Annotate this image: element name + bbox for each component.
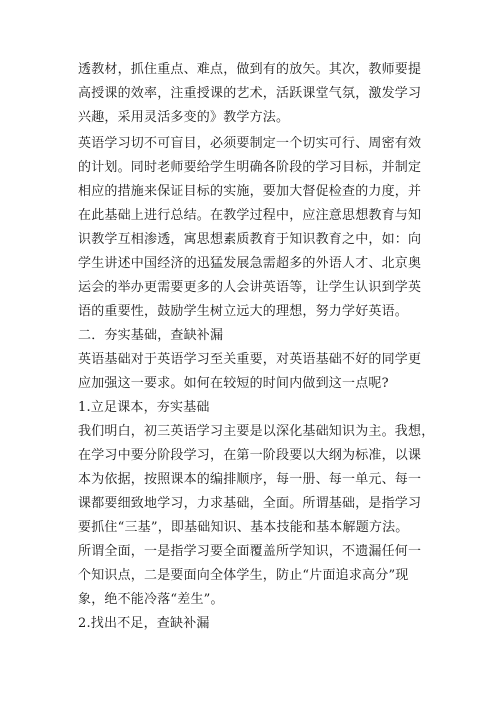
text-line: 象，绝不能冷落“差生”。 — [78, 592, 224, 607]
text-line: 本为依据，按照课本的编排顺序，每一册、每一单元、每一 — [78, 472, 422, 487]
text-line: 英语学习切不可盲目，必须要制定一个切实可行、周密有效 — [78, 136, 422, 151]
text-line: 在学习中要分阶段学习，在第一阶段要以大纲为标准，以课 — [78, 448, 422, 463]
text-line: 高授课的效率，注重授课的艺术，活跃课堂气氛，激发学习 — [78, 86, 422, 101]
section-heading: 二．夯实基础，查缺补漏 — [78, 328, 224, 343]
text-line: 兴趣，采用灵活多变的》教学方法。 — [78, 110, 290, 125]
document-page — [78, 58, 435, 636]
text-line: 的计划。同时老师要给学生明确各阶段的学习目标，并制定 — [78, 160, 422, 175]
text-line: 我们明白，初三英语学习主要是以深化基础知识为主。我想， — [78, 424, 435, 439]
text-line: 所谓全面，一是指学习要全面覆盖所学知识，不遗漏任何一 — [78, 544, 422, 559]
text-line: 英语基础对于英语学习至关重要，对英语基础不好的同学更 — [78, 352, 422, 367]
text-line: 学生讲述中国经济的迅猛发展急需超多的外语人才、北京奥 — [78, 256, 422, 271]
text-line: 课都要细致地学习，力求基础，全面。所谓基础，是指学习 — [78, 496, 422, 511]
text-line: 运会的举办更需要更多的人会讲英语等，让学生认识到学英 — [78, 280, 422, 295]
text-line: 在此基础上进行总结。在教学过程中，应注意思想教育与知 — [78, 208, 422, 223]
text-line: 个知识点，二是要面向全体学生，防止“片面追求高分”现 — [78, 568, 409, 583]
text-line: 语的重要性，鼓励学生树立远大的理想，努力学好英语。 — [78, 304, 409, 319]
text-line: 相应的措施来保证目标的实施，要加大督促检查的力度，并 — [78, 184, 422, 199]
text-line: 要抓住“三基”，即基础知识、基本技能和基本解题方法。 — [78, 520, 409, 535]
text-line: 透教材，抓住重点、难点，做到有的放矢。其次，教师要提 — [78, 62, 422, 77]
text-line: 识教学互相渗透，寓思想素质教育于知识教育之中，如：向 — [78, 232, 422, 247]
text-line: 应加强这一要求。如何在较短的时间内做到这一点呢? — [78, 376, 389, 391]
subsection-heading: 2.找出不足，查缺补漏 — [78, 616, 210, 631]
subsection-heading: 1.立足课本，夯实基础 — [78, 400, 210, 415]
